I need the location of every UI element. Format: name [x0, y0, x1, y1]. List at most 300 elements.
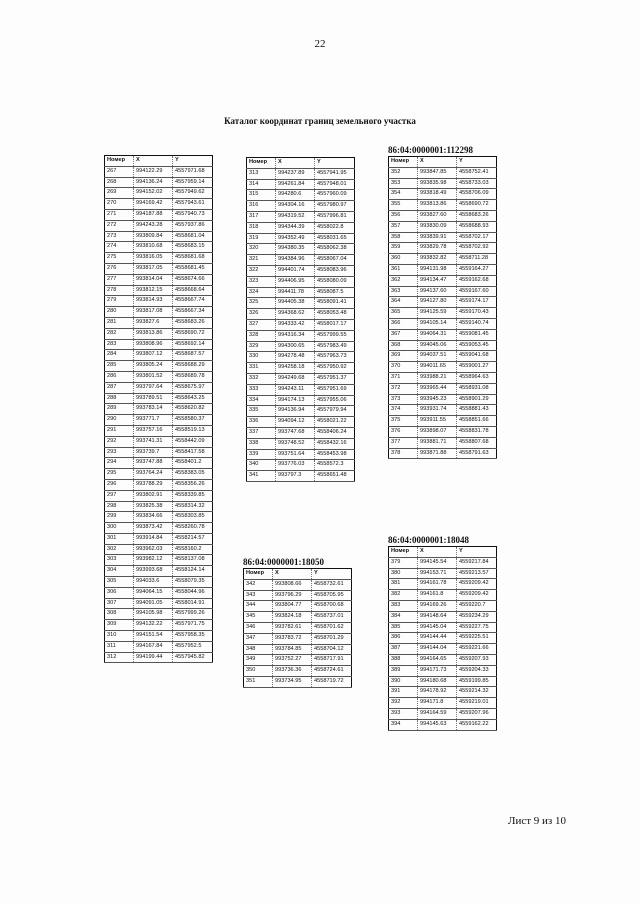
table-row	[247, 201, 355, 212]
x-coordinate: 993827.6	[134, 317, 173, 328]
y-coordinate: 4558303.85	[173, 512, 213, 523]
x-coordinate: 993810.68	[134, 242, 173, 253]
point-number: 344	[244, 601, 273, 612]
point-number: 345	[244, 612, 273, 623]
point-number: 326	[247, 309, 276, 320]
y-coordinate: 4559213.57	[457, 568, 497, 579]
table-row	[105, 577, 213, 588]
header-x: X	[276, 158, 315, 169]
y-coordinate: 4558690.72	[173, 328, 213, 339]
table-row	[105, 544, 213, 555]
point-number: 321	[247, 255, 276, 266]
point-number: 333	[247, 384, 276, 395]
point-number: 380	[389, 568, 418, 579]
y-coordinate: 4559162.22	[457, 719, 497, 730]
y-coordinate: 4558732.61	[312, 579, 352, 590]
y-coordinate: 4558702.17	[457, 232, 497, 243]
y-coordinate: 4558053.48	[315, 309, 355, 320]
point-number: 284	[105, 350, 134, 361]
table-row	[105, 533, 213, 544]
point-number: 288	[105, 393, 134, 404]
x-coordinate: 993839.91	[418, 232, 457, 243]
y-coordinate: 4557980.97	[315, 201, 355, 212]
table-row	[389, 340, 497, 351]
table-row	[389, 416, 497, 427]
x-coordinate: 994145.54	[418, 557, 457, 568]
x-coordinate: 994152.02	[134, 188, 173, 199]
point-number: 270	[105, 199, 134, 210]
point-number: 276	[105, 263, 134, 274]
x-coordinate: 994174.13	[276, 395, 315, 406]
x-coordinate: 994164.59	[418, 708, 457, 719]
table-row	[105, 242, 213, 253]
x-coordinate: 993847.85	[418, 167, 457, 178]
y-coordinate: 4559234.29	[457, 611, 497, 622]
table-row	[244, 655, 352, 666]
x-coordinate: 994384.96	[276, 255, 315, 266]
x-coordinate: 993771.7	[134, 415, 173, 426]
x-coordinate: 994151.54	[134, 631, 173, 642]
x-coordinate: 993783.72	[273, 633, 312, 644]
y-coordinate: 4558260.78	[173, 523, 213, 534]
header-number: Номер	[105, 156, 134, 167]
point-number: 341	[247, 471, 276, 482]
y-coordinate: 4558791.63	[457, 448, 497, 459]
y-coordinate: 4558021.22	[315, 417, 355, 428]
x-coordinate: 994333.42	[276, 319, 315, 330]
x-coordinate: 993988.21	[418, 372, 457, 383]
x-coordinate: 994171.73	[418, 665, 457, 676]
x-coordinate: 993825.38	[134, 501, 173, 512]
table-row	[389, 221, 497, 232]
point-number: 379	[389, 557, 418, 568]
table-row	[389, 665, 497, 676]
point-number: 312	[105, 652, 134, 663]
point-number: 363	[389, 286, 418, 297]
table-row	[389, 676, 497, 687]
x-coordinate: 994045.06	[418, 340, 457, 351]
y-coordinate: 4557963.73	[315, 352, 355, 363]
table-row	[389, 243, 497, 254]
y-coordinate: 4559209.42	[457, 590, 497, 601]
header-x: X	[418, 547, 457, 558]
x-coordinate: 993813.86	[418, 200, 457, 211]
table-row	[389, 622, 497, 633]
table-row	[389, 200, 497, 211]
table-row	[389, 557, 497, 568]
x-coordinate: 993914.84	[134, 533, 173, 544]
point-number: 272	[105, 220, 134, 231]
x-coordinate: 994171.8	[418, 698, 457, 709]
x-coordinate: 994122.29	[134, 166, 173, 177]
x-coordinate: 994187.88	[134, 209, 173, 220]
table-row	[105, 620, 213, 631]
table-row	[105, 274, 213, 285]
point-number: 383	[389, 600, 418, 611]
y-coordinate: 4558667.74	[173, 296, 213, 307]
x-coordinate: 993881.71	[418, 437, 457, 448]
table-row	[105, 555, 213, 566]
x-coordinate: 993911.55	[418, 416, 457, 427]
table-row	[105, 361, 213, 372]
point-number: 311	[105, 641, 134, 652]
table-row	[105, 393, 213, 404]
table-row	[247, 190, 355, 201]
point-number: 318	[247, 222, 276, 233]
x-coordinate: 993752.27	[273, 655, 312, 666]
y-coordinate: 4558692.14	[173, 339, 213, 350]
point-number: 374	[389, 405, 418, 416]
table-row	[105, 631, 213, 642]
y-coordinate: 4558704.12	[312, 644, 352, 655]
x-coordinate: 993784.85	[273, 644, 312, 655]
table-row	[244, 612, 352, 623]
table-row	[389, 687, 497, 698]
point-number: 315	[247, 190, 276, 201]
point-number: 295	[105, 469, 134, 480]
header-y: Y	[457, 547, 497, 558]
y-coordinate: 4558831.78	[457, 426, 497, 437]
point-number: 339	[247, 449, 276, 460]
table-row	[247, 298, 355, 309]
x-coordinate: 993830.09	[418, 221, 457, 232]
table-row	[389, 264, 497, 275]
y-coordinate: 4557983.49	[315, 341, 355, 352]
point-number: 327	[247, 319, 276, 330]
point-number: 302	[105, 544, 134, 555]
y-coordinate: 4558417.58	[173, 447, 213, 458]
y-coordinate: 4557999.26	[173, 609, 213, 620]
y-coordinate: 4558014.91	[173, 598, 213, 609]
table-row	[389, 308, 497, 319]
y-coordinate: 4559199.85	[457, 676, 497, 687]
table-row	[105, 415, 213, 426]
header-number: Номер	[247, 158, 276, 169]
table-header-row	[244, 569, 352, 580]
x-coordinate: 993736.36	[273, 666, 312, 677]
table-row	[105, 436, 213, 447]
x-coordinate: 994237.89	[276, 168, 315, 179]
point-number: 389	[389, 665, 418, 676]
x-coordinate: 994406.95	[276, 276, 315, 287]
y-coordinate: 4559227.75	[457, 622, 497, 633]
y-coordinate: 4558087.5	[315, 287, 355, 298]
point-number: 285	[105, 361, 134, 372]
y-coordinate: 4558580.37	[173, 415, 213, 426]
table-row	[389, 189, 497, 200]
y-coordinate: 4557959.14	[173, 177, 213, 188]
sheet-footer: Лист 9 из 10	[508, 815, 567, 827]
x-coordinate: 994136.24	[134, 177, 173, 188]
y-coordinate: 4558752.41	[457, 167, 497, 178]
y-coordinate: 4559053.45	[457, 340, 497, 351]
table-row	[105, 209, 213, 220]
y-coordinate: 4559170.43	[457, 308, 497, 319]
table-row	[389, 362, 497, 373]
point-number: 291	[105, 425, 134, 436]
x-coordinate: 994145.63	[418, 719, 457, 730]
table-row	[244, 601, 352, 612]
point-number: 394	[389, 719, 418, 730]
point-number: 372	[389, 383, 418, 394]
y-coordinate: 4558022.8	[315, 222, 355, 233]
point-number: 316	[247, 201, 276, 212]
x-coordinate: 993748.52	[276, 438, 315, 449]
y-coordinate: 4557958.35	[173, 631, 213, 642]
y-coordinate: 4559140.74	[457, 318, 497, 329]
parcel-number: 86:04:0000001:18050	[243, 557, 324, 567]
x-coordinate: 993797.64	[134, 382, 173, 393]
x-coordinate: 993813.86	[134, 328, 173, 339]
table-row	[247, 168, 355, 179]
coord-table-block-112298	[388, 145, 497, 459]
table-row	[105, 641, 213, 652]
parcel-number: 86:04:0000001:18048	[388, 535, 469, 545]
x-coordinate: 994199.44	[134, 652, 173, 663]
table-header-row	[389, 157, 497, 168]
y-coordinate: 4558711.28	[457, 254, 497, 265]
y-coordinate: 4558700.68	[312, 601, 352, 612]
x-coordinate: 994161.8	[418, 590, 457, 601]
table-row	[389, 318, 497, 329]
x-coordinate: 993807.12	[134, 350, 173, 361]
y-coordinate: 4559219.01	[457, 698, 497, 709]
coordinate-table	[246, 157, 355, 482]
table-row	[105, 523, 213, 534]
table-row	[244, 676, 352, 687]
table-row	[389, 329, 497, 340]
table-row	[389, 611, 497, 622]
point-number: 375	[389, 416, 418, 427]
point-number: 307	[105, 598, 134, 609]
x-coordinate: 993734.95	[273, 676, 312, 687]
y-coordinate: 4559209.42	[457, 579, 497, 590]
y-coordinate: 4558733.03	[457, 178, 497, 189]
point-number: 297	[105, 490, 134, 501]
table-row	[389, 351, 497, 362]
x-coordinate: 994178.92	[418, 687, 457, 698]
point-number: 349	[244, 655, 273, 666]
y-coordinate: 4558687.57	[173, 350, 213, 361]
y-coordinate: 4558453.98	[315, 449, 355, 460]
y-coordinate: 4559162.68	[457, 275, 497, 286]
y-coordinate: 4558356.26	[173, 479, 213, 490]
x-coordinate: 993783.14	[134, 404, 173, 415]
table-row	[247, 417, 355, 428]
table-row	[105, 382, 213, 393]
y-coordinate: 4558675.97	[173, 382, 213, 393]
table-row	[105, 253, 213, 264]
point-number: 364	[389, 297, 418, 308]
table-row	[244, 633, 352, 644]
x-coordinate: 993816.05	[134, 253, 173, 264]
header-x: X	[418, 157, 457, 168]
x-coordinate: 994161.78	[418, 579, 457, 590]
x-coordinate: 994132.22	[134, 620, 173, 631]
x-coordinate: 993931.74	[418, 405, 457, 416]
point-number: 351	[244, 676, 273, 687]
y-coordinate: 4558383.05	[173, 469, 213, 480]
x-coordinate: 994164.65	[418, 654, 457, 665]
point-number: 382	[389, 590, 418, 601]
table-row	[247, 449, 355, 460]
y-coordinate: 4558701.62	[312, 622, 352, 633]
y-coordinate: 4557996.81	[315, 211, 355, 222]
y-coordinate: 4558681.68	[173, 253, 213, 264]
point-number: 271	[105, 209, 134, 220]
point-number: 371	[389, 372, 418, 383]
table-row	[105, 404, 213, 415]
x-coordinate: 993764.24	[134, 469, 173, 480]
x-coordinate: 993982.12	[134, 555, 173, 566]
x-coordinate: 994243.11	[276, 384, 315, 395]
point-number: 329	[247, 341, 276, 352]
point-number: 392	[389, 698, 418, 709]
x-coordinate: 994136.94	[276, 406, 315, 417]
table-row	[389, 719, 497, 730]
point-number: 290	[105, 415, 134, 426]
y-coordinate: 4558339.85	[173, 490, 213, 501]
table-row	[105, 490, 213, 501]
table-header-row	[105, 156, 213, 167]
x-coordinate: 994278.48	[276, 352, 315, 363]
x-coordinate: 993739.7	[134, 447, 173, 458]
page-number: 22	[314, 38, 326, 50]
table-row	[105, 350, 213, 361]
x-coordinate: 994300.65	[276, 341, 315, 352]
point-number: 373	[389, 394, 418, 405]
x-coordinate: 994091.05	[134, 598, 173, 609]
table-row	[247, 471, 355, 482]
x-coordinate: 994319.52	[276, 211, 315, 222]
coordinate-table	[243, 568, 352, 688]
x-coordinate: 994064.15	[134, 587, 173, 598]
table-row	[389, 437, 497, 448]
header-y: Y	[457, 157, 497, 168]
point-number: 332	[247, 373, 276, 384]
x-coordinate: 993796.29	[273, 590, 312, 601]
y-coordinate: 4558681.04	[173, 231, 213, 242]
y-coordinate: 4558931.08	[457, 383, 497, 394]
y-coordinate: 4557950.92	[315, 363, 355, 374]
x-coordinate: 993962.03	[134, 544, 173, 555]
x-coordinate: 994144.04	[418, 644, 457, 655]
table-row	[247, 255, 355, 266]
y-coordinate: 4557960.09	[315, 190, 355, 201]
table-row	[389, 426, 497, 437]
y-coordinate: 4558314.32	[173, 501, 213, 512]
table-row	[247, 179, 355, 190]
x-coordinate: 993812.15	[134, 285, 173, 296]
x-coordinate: 993835.98	[418, 178, 457, 189]
point-number: 369	[389, 351, 418, 362]
y-coordinate: 4557937.86	[173, 220, 213, 231]
point-number: 367	[389, 329, 418, 340]
x-coordinate: 994261.84	[276, 179, 315, 190]
table-header-row	[247, 158, 355, 169]
header-y: Y	[312, 569, 352, 580]
table-row	[389, 698, 497, 709]
point-number: 322	[247, 265, 276, 276]
point-number: 352	[389, 167, 418, 178]
table-row	[247, 211, 355, 222]
y-coordinate: 4557949.62	[173, 188, 213, 199]
x-coordinate: 993827.60	[418, 210, 457, 221]
table-row	[244, 622, 352, 633]
table-row	[105, 587, 213, 598]
header-y: Y	[315, 158, 355, 169]
x-coordinate: 994401.74	[276, 265, 315, 276]
coord-table-block-18048	[388, 535, 497, 731]
point-number: 306	[105, 587, 134, 598]
point-number: 281	[105, 317, 134, 328]
table-row	[247, 287, 355, 298]
table-row	[105, 220, 213, 231]
y-coordinate: 4558851.66	[457, 416, 497, 427]
x-coordinate: 993817.05	[134, 263, 173, 274]
point-number: 342	[244, 579, 273, 590]
x-coordinate: 993824.18	[273, 612, 312, 623]
table-row	[389, 297, 497, 308]
y-coordinate: 4557951.69	[315, 384, 355, 395]
y-coordinate: 4559207.96	[457, 708, 497, 719]
y-coordinate: 4559041.68	[457, 351, 497, 362]
y-coordinate: 4559081.45	[457, 329, 497, 340]
x-coordinate: 993801.52	[134, 371, 173, 382]
point-number: 353	[389, 178, 418, 189]
y-coordinate: 4558724.61	[312, 666, 352, 677]
table-row	[105, 285, 213, 296]
point-number: 381	[389, 579, 418, 590]
x-coordinate: 994380.35	[276, 244, 315, 255]
y-coordinate: 4558083.96	[315, 265, 355, 276]
point-number: 348	[244, 644, 273, 655]
point-number: 300	[105, 523, 134, 534]
x-coordinate: 994137.60	[418, 286, 457, 297]
y-coordinate: 4559167.60	[457, 286, 497, 297]
table-row	[105, 296, 213, 307]
point-number: 325	[247, 298, 276, 309]
x-coordinate: 993829.78	[418, 243, 457, 254]
x-coordinate: 994368.62	[276, 309, 315, 320]
table-row	[105, 469, 213, 480]
y-coordinate: 4559174.17	[457, 297, 497, 308]
table-row	[389, 654, 497, 665]
y-coordinate: 4558406.24	[315, 427, 355, 438]
table-row	[247, 222, 355, 233]
table-row	[244, 644, 352, 655]
table-row	[105, 458, 213, 469]
y-coordinate: 4558683.26	[173, 317, 213, 328]
x-coordinate: 993873.42	[134, 523, 173, 534]
point-number: 336	[247, 417, 276, 428]
x-coordinate: 994316.34	[276, 330, 315, 341]
point-number: 305	[105, 577, 134, 588]
table-row	[105, 566, 213, 577]
point-number: 384	[389, 611, 418, 622]
point-number: 282	[105, 328, 134, 339]
y-coordinate: 4558401.2	[173, 458, 213, 469]
x-coordinate: 994094.12	[276, 417, 315, 428]
point-number: 366	[389, 318, 418, 329]
y-coordinate: 4558964.63	[457, 372, 497, 383]
table-row	[105, 177, 213, 188]
coordinate-table	[388, 156, 497, 459]
y-coordinate: 4558442.09	[173, 436, 213, 447]
x-coordinate: 994249.68	[276, 373, 315, 384]
y-coordinate: 4558683.15	[173, 242, 213, 253]
point-number: 286	[105, 371, 134, 382]
